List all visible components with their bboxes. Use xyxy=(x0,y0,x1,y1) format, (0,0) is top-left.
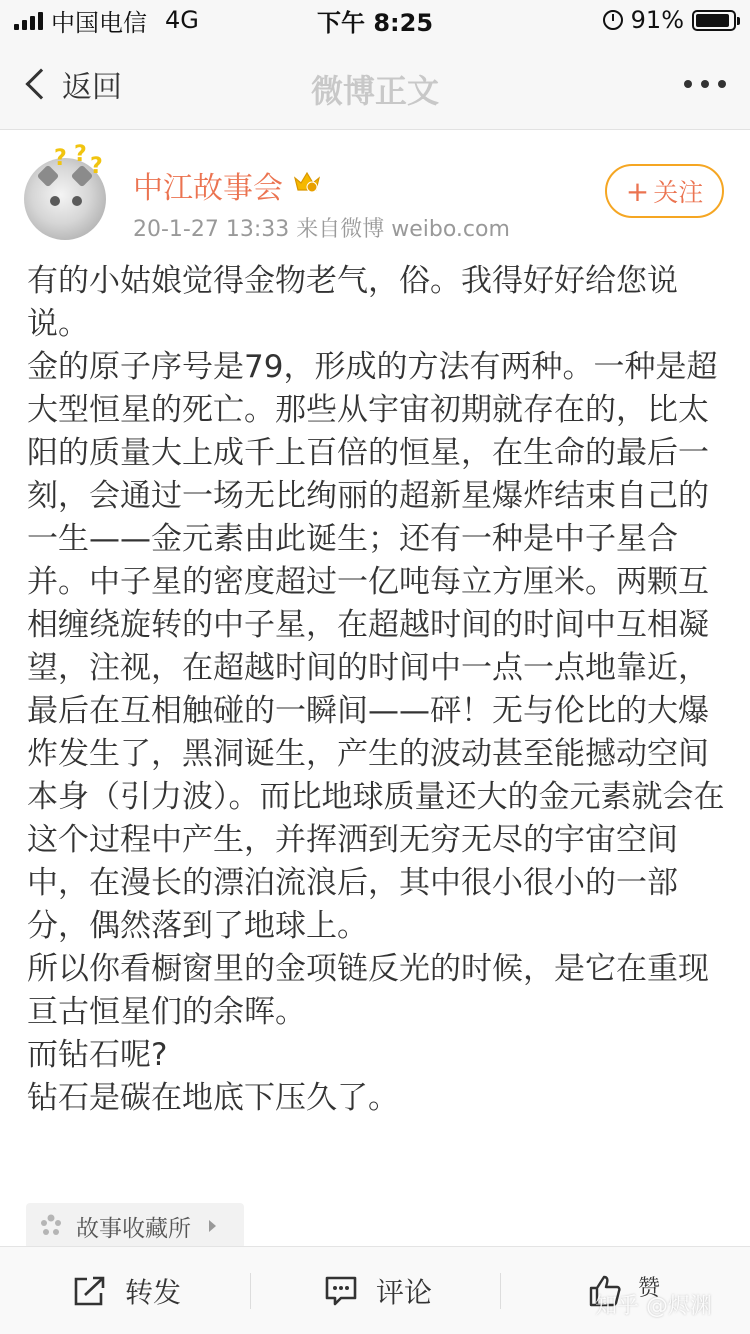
post-body xyxy=(27,260,727,1120)
topic-label: 故事收藏所 xyxy=(76,1215,191,1242)
status-bar xyxy=(0,0,750,40)
more-options-button[interactable] xyxy=(684,80,726,88)
dot-icon xyxy=(701,80,709,88)
back-label: 返回 xyxy=(62,70,122,105)
divider xyxy=(500,1273,501,1309)
repost-label: 转发 xyxy=(125,1276,182,1309)
carrier-label: 中国电信 xyxy=(51,8,147,37)
question-mark-icon: ? xyxy=(90,154,103,179)
battery-icon xyxy=(692,10,736,31)
watermark: 知乎 @烬渊 xyxy=(595,1294,712,1319)
comment-icon xyxy=(324,1275,358,1307)
crown-badge-icon xyxy=(293,170,321,194)
plus-icon: + xyxy=(625,174,650,208)
post-paragraph: 钻石是碳在地底下压久了。 xyxy=(27,1080,399,1116)
post-paragraph: 金的原子序号是79，形成的方法有两种。一种是超大型恒星的死亡。那些从宇宙初期就存在的，比太阳的质量大上成千上百倍的恒星，在生命的最后一刻，会通过一场无比绚丽的超新星爆炸结束自己的一生——金元素由此诞生；还有一种是中子星合并。中子星的密度超过一亿吨每立方厘米。两颗互相缠绕旋转的中子星，在超越时间的时间中互相凝望，注视，在超越时间的时间中一点一点地靠近，最后在互相触碰的一瞬间——砰！无与伦比的大爆炸发生了，黑洞诞生，产生的波动甚至能撼动空间本身（引力波）。而比地球质量还大的金元素就会在这个过程中产生，并挥洒到无穷无尽的宇宙空间中，在漫长的漂泊流浪后，其中很小很小的一部分，偶然落到了地球上。 xyxy=(27,349,725,944)
network-label: 4G xyxy=(165,6,199,34)
follow-label: 关注 xyxy=(653,178,704,207)
signal-icon xyxy=(14,10,43,30)
caret-right-icon xyxy=(209,1220,216,1232)
status-left xyxy=(14,3,199,38)
question-mark-icon: ? xyxy=(74,142,87,167)
page-title: 微博正文 xyxy=(310,72,439,110)
divider xyxy=(250,1273,251,1309)
post-paragraph: 所以你看橱窗里的金项链反光的时候，是它在重现亘古恒星们的余晖。 xyxy=(27,951,709,1030)
alarm-icon xyxy=(603,10,623,30)
like-label: 赞 xyxy=(638,1276,661,1301)
post-paragraph: 有的小姑娘觉得金物老气，俗。我得好好给您说说。 xyxy=(27,263,678,342)
repost-button[interactable] xyxy=(73,1247,181,1334)
avatar[interactable] xyxy=(24,142,106,240)
battery-percent: 91% xyxy=(630,6,684,34)
author-name[interactable]: 中江故事会 xyxy=(133,171,283,206)
status-right xyxy=(603,6,736,34)
comment-button[interactable] xyxy=(324,1247,432,1334)
repost-icon xyxy=(73,1275,107,1307)
topic-tag[interactable] xyxy=(26,1203,244,1249)
dot-icon xyxy=(718,80,726,88)
post-paragraph: 而钻石呢? xyxy=(27,1037,168,1073)
nav-bar xyxy=(0,40,750,130)
post-meta: 20-1-27 13:33 来自微博 weibo.com xyxy=(133,217,510,242)
follow-button[interactable] xyxy=(605,164,724,218)
question-mark-icon: ? xyxy=(54,146,67,171)
status-time: 下午 8:25 xyxy=(316,8,434,37)
topic-icon xyxy=(36,1211,66,1241)
comment-label: 评论 xyxy=(376,1276,433,1309)
dot-icon xyxy=(684,80,692,88)
